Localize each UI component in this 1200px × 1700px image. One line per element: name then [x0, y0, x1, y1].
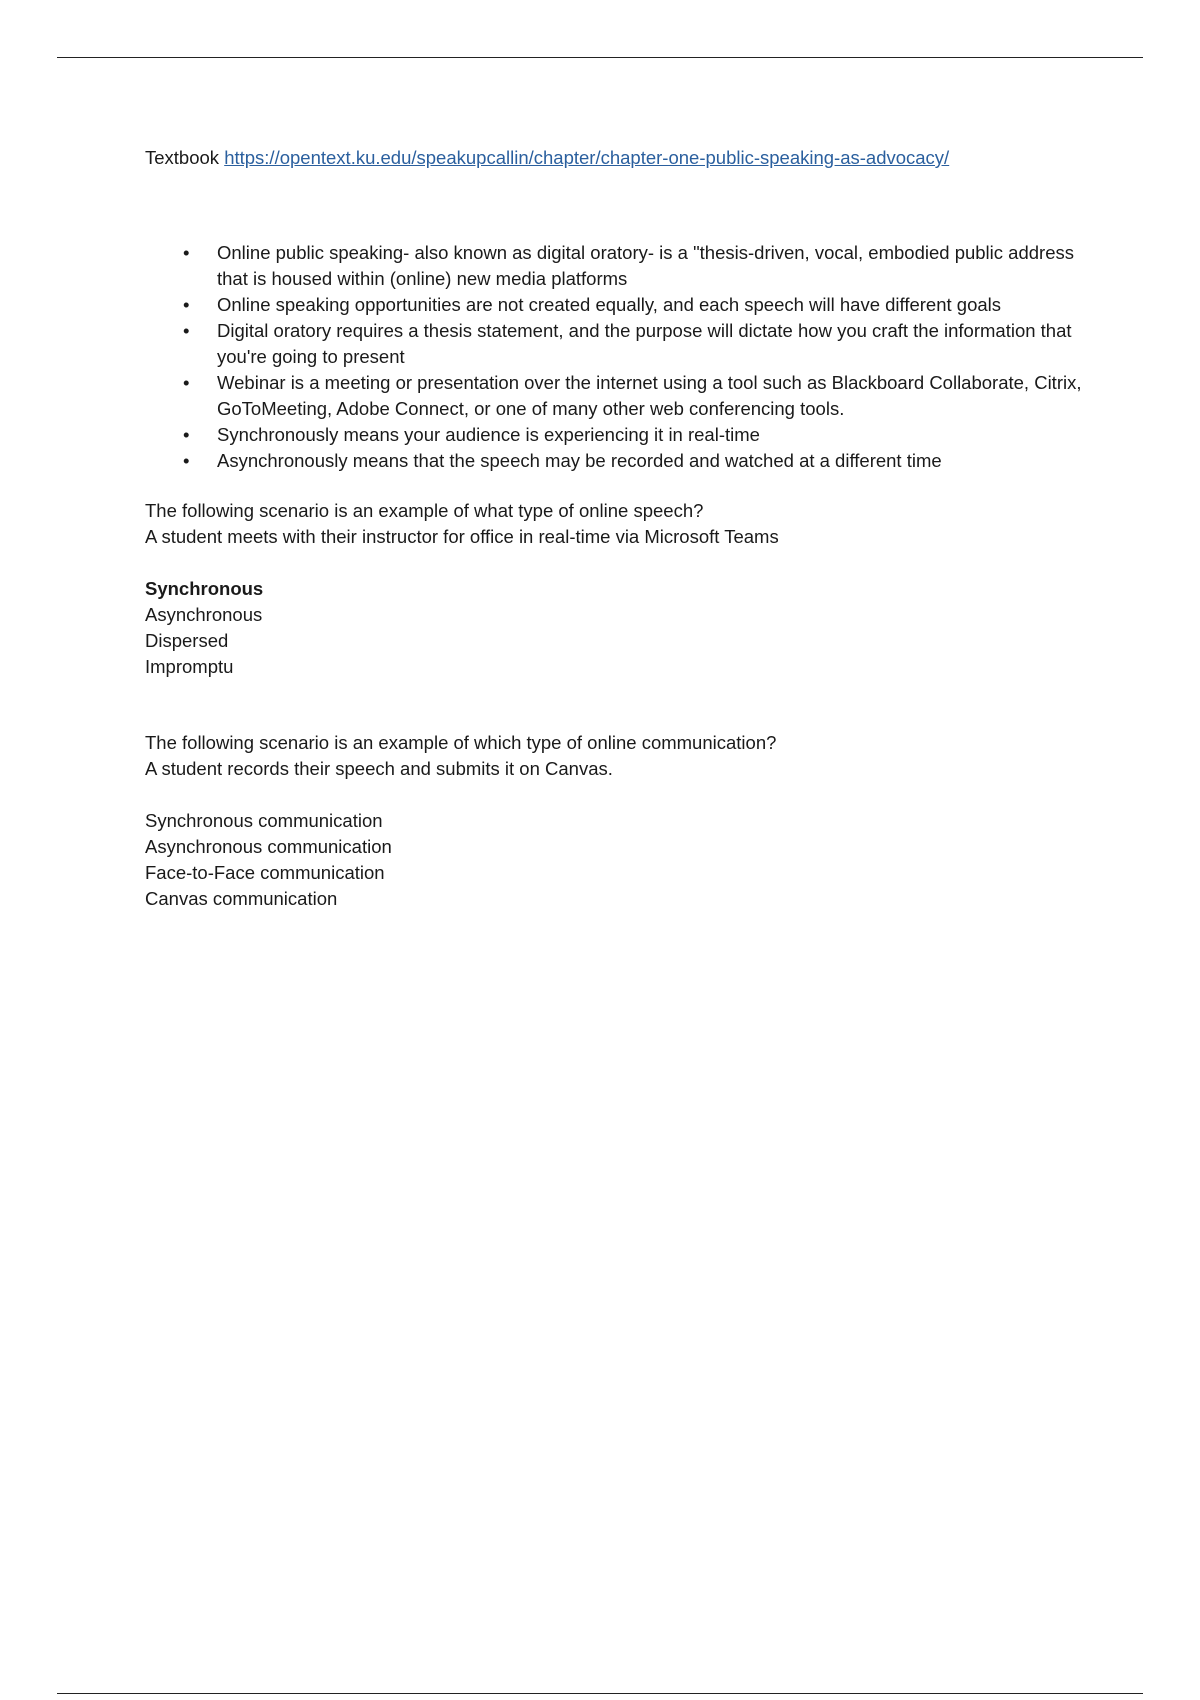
- bullet-icon: •: [183, 294, 190, 315]
- answer-option: Asynchronous communication: [145, 836, 392, 857]
- question-prompt: The following scenario is an example of what type of online speech?: [145, 500, 704, 521]
- question-prompt: The following scenario is an example of which type of online communication?: [145, 732, 777, 753]
- answer-option: Impromptu: [145, 656, 234, 677]
- question-2: [145, 730, 1095, 912]
- textbook-label: Textbook: [145, 147, 220, 168]
- notes-list: [145, 240, 1095, 474]
- list-item: • Online public speaking- also known as digital oratory- is a "thesis-driven, vocal, embodied public address that is housed within (online) new media platforms: [183, 242, 1074, 289]
- document-body: [145, 145, 1095, 912]
- list-item: • Synchronously means your audience is experiencing it in real-time: [145, 422, 1095, 448]
- bullet-icon: •: [183, 242, 190, 263]
- answer-option: Canvas communication: [145, 888, 338, 909]
- bullet-icon: •: [183, 450, 190, 471]
- header-rule: [57, 57, 1143, 58]
- footer-rule: [57, 1693, 1143, 1694]
- answer-option: Synchronous communication: [145, 810, 383, 831]
- question-1: [145, 498, 1095, 680]
- question-scenario: A student records their speech and submits it on Canvas.: [145, 758, 613, 779]
- list-item: • Asynchronously means that the speech may be recorded and watched at a different time: [145, 448, 1095, 474]
- list-item: • Online speaking opportunities are not created equally, and each speech will have different goals: [145, 292, 1095, 318]
- answer-options: [145, 808, 1095, 912]
- textbook-link[interactable]: https://opentext.ku.edu/speakupcallin/chapter/chapter-one-public-speaking-as-advocacy/: [224, 147, 950, 168]
- list-item: • Digital oratory requires a thesis statement, and the purpose will dictate how you craft the information that you're going to present: [183, 320, 1072, 367]
- answer-options: [145, 576, 1095, 680]
- answer-option: Asynchronous: [145, 604, 263, 625]
- answer-option-selected: Synchronous: [145, 578, 264, 599]
- question-scenario: A student meets with their instructor for office in real-time via Microsoft Teams: [145, 526, 779, 547]
- bullet-icon: •: [183, 424, 190, 445]
- answer-option: Dispersed: [145, 630, 229, 651]
- bullet-icon: •: [183, 320, 190, 341]
- bullet-icon: •: [183, 372, 190, 393]
- list-item: • Webinar is a meeting or presentation over the internet using a tool such as Blackboard Collaborate, Citrix, GoToMeeting, Adobe Connect, or one of many other web conferencing tools.: [183, 372, 1082, 419]
- answer-option: Face-to-Face communication: [145, 862, 385, 883]
- textbook-reference: [145, 145, 1095, 171]
